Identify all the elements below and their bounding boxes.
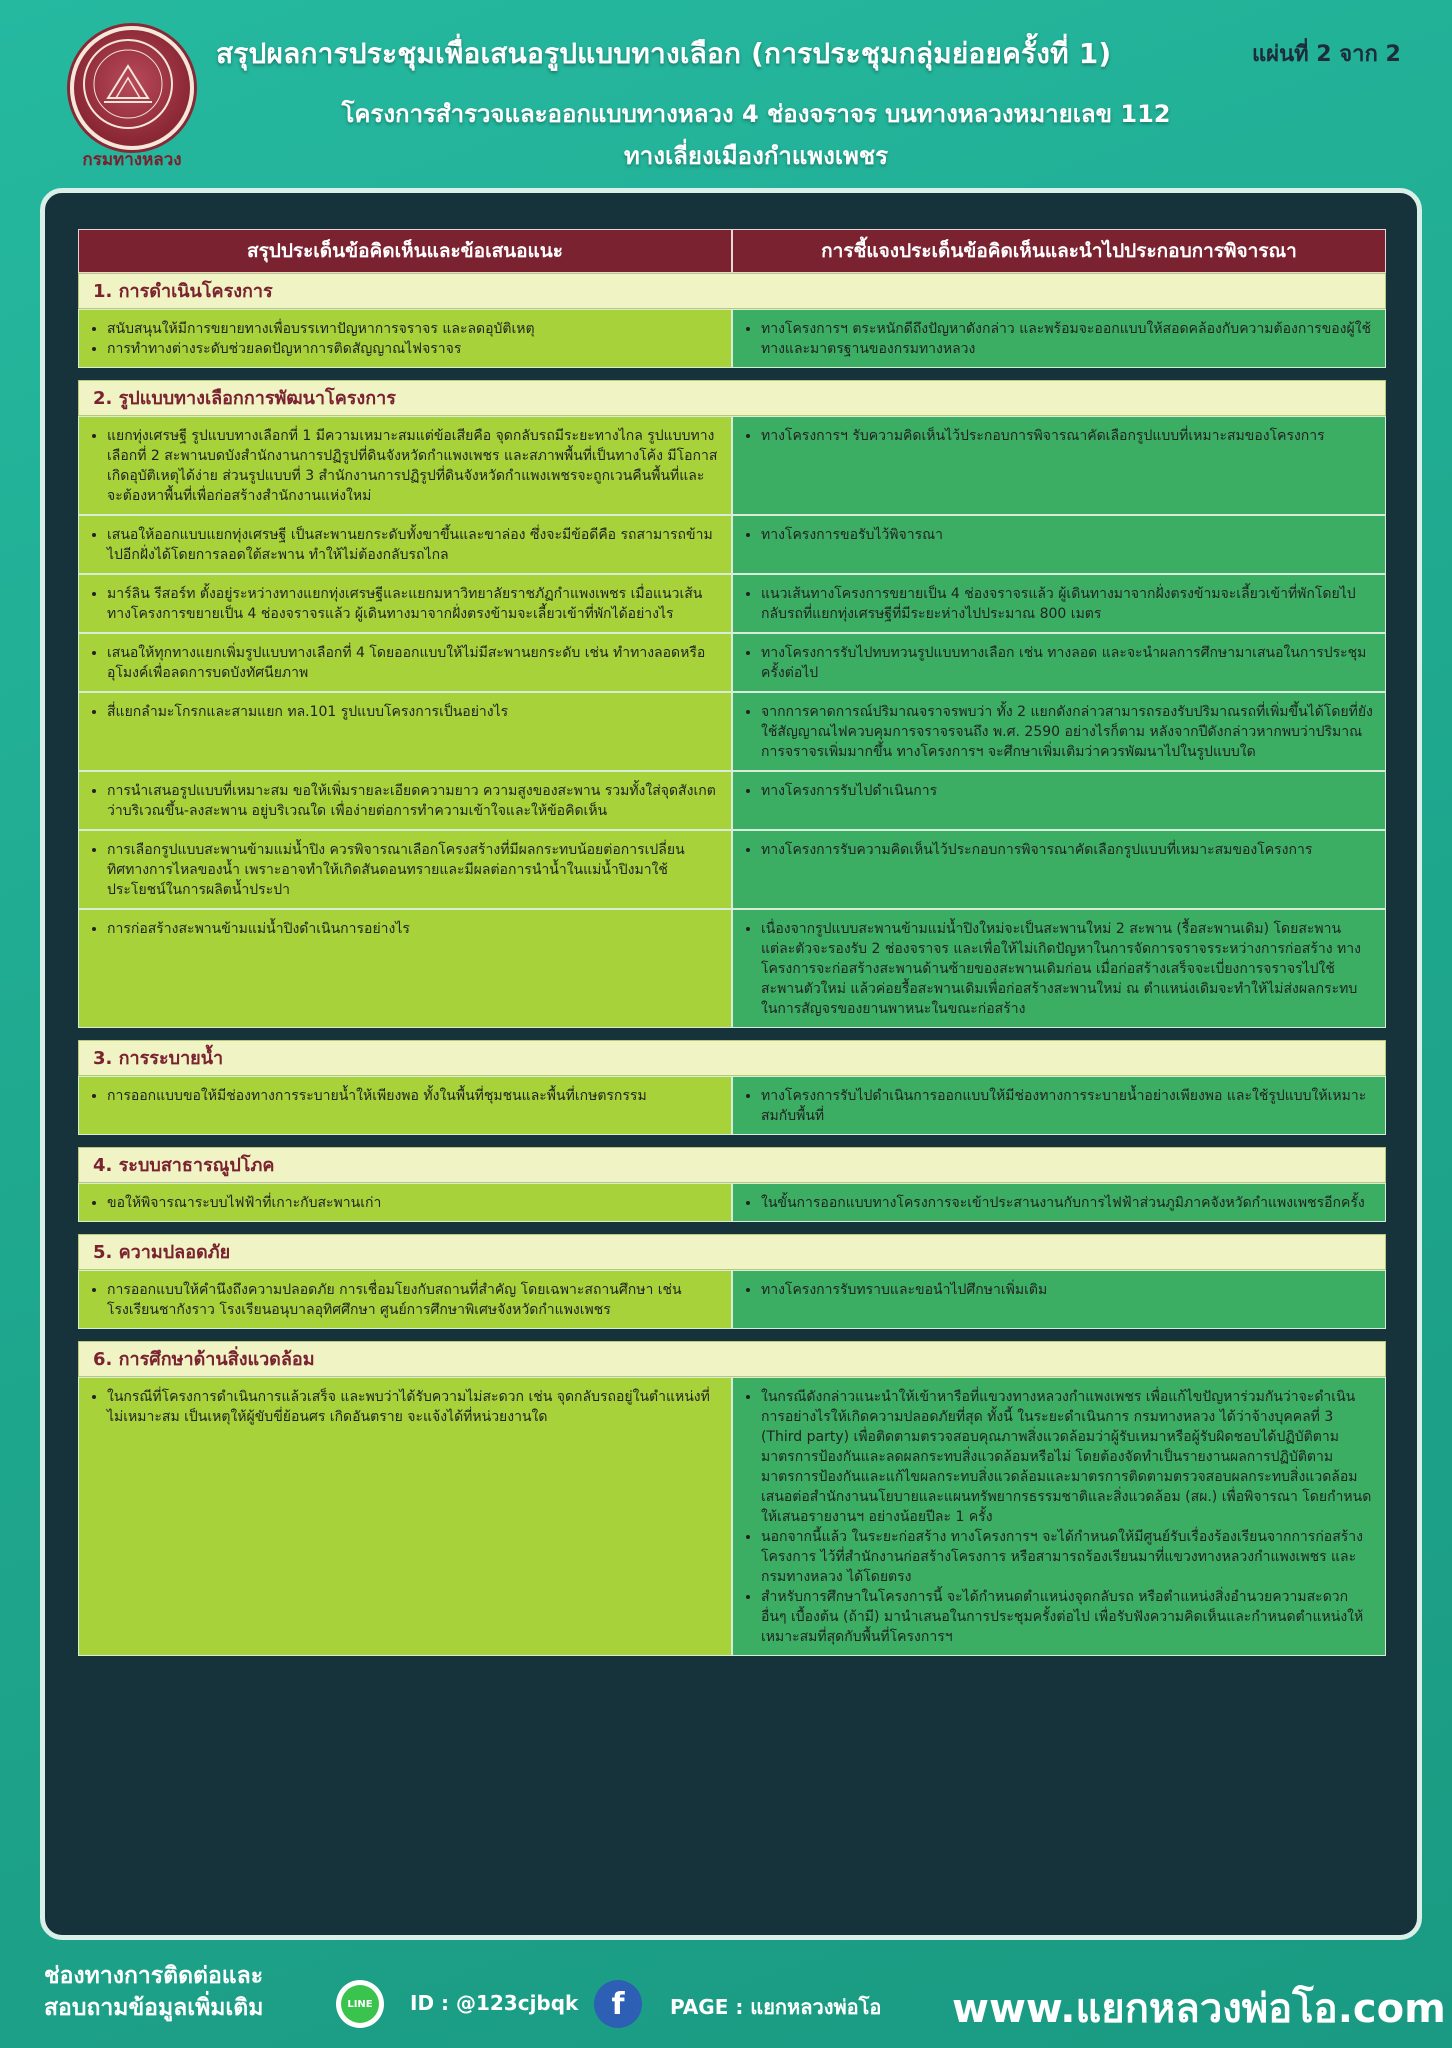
section-gap [78,1222,1386,1234]
section-gap [78,368,1386,380]
bullet-list [745,1387,1373,1647]
bullet-list [745,643,1373,683]
bullet-list [91,1387,719,1427]
bullet-item: • เสนอให้ทุกทางแยกเพิ่มรูปแบบทางเลือกที่ 4 โดยออกแบบให้ไม่มีสะพานยกระดับ เช่น ทำทางลอดหรืออุโมงค์เพื่อลดการบดบังทัศนียภาพ [107,643,719,683]
table-row [78,692,1386,771]
comment-cell [78,830,732,909]
table-row [78,830,1386,909]
bullet-item: • ในกรณีที่โครงการดำเนินการแล้วเสร็จ และพบว่าได้รับความไม่สะดวก เช่น จุดกลับรถอยู่ในตำแหน่งที่ไม่เหมาะสม เป็นเหตุให้ผู้ขับขี่ย้อนศร เกิดอันตราย จะแจ้งได้ที่หน่วยงานใด [107,1387,719,1427]
bullet-item: • ในกรณีดังกล่าวแนะนำให้เข้าหารือที่แขวงทางหลวงกำแพงเพชร เพื่อแก้ไขปัญหาร่วมกันว่าจะดำเนินการอย่างไรให้เกิดความปลอดภัยที่สุด ทั้งนี้ ในระยะดำเนินการ กรมทางหลวง ได้ว่าจ้างบุคคลที่ 3 (Third party) เพื่อติดตามตรวจสอบคุณภาพสิ่งแวดล้อมว่าผู้รับเหมาหรือผู้รับผิดชอบได้ปฏิบัติตามมาตรการป้องกันและลดผลกระทบสิ่งแวดล้อมหรือไม่ โดยต้องจัดทำเป็นรายงานผลการปฏิบัติตามมาตรการป้องกันและแก้ไขผลกระทบสิ่งแวดล้อมและมาตรการติดตามตรวจสอบผลกระทบสิ่งแวดล้อม เสนอต่อสำนักงานนโยบายและแผนทรัพยากรธรรมชาติและสิ่งแวดล้อม (สผ.) เพื่อพิจารณา โดยกำหนดให้เสนอรายงานฯ อย่างน้อยปีละ 1 ครั้ง [761,1387,1373,1527]
facebook-icon[interactable]: f [594,1980,642,2028]
page-subtitle-2: ทางเลี่ยงเมืองกำแพงเพชร [623,142,889,170]
comment-cell [78,633,732,692]
page-title: สรุปผลการประชุมเพื่อเสนอรูปแบบทางเลือก (การประชุมกลุ่มย่อยครั้งที่ 1) [216,37,1112,70]
comment-cell [78,909,732,1028]
bullet-list [91,426,719,506]
table-row [78,1270,1386,1329]
section-title: 6. การศึกษาด้านสิ่งแวดล้อม [78,1341,1386,1377]
bullet-item: • การทำทางต่างระดับช่วยลดปัญหาการติดสัญญาณไฟจราจร [107,339,719,359]
bullet-list [91,1086,719,1106]
table-row [78,909,1386,1028]
table-row [78,1076,1386,1135]
bullet-item: • แนวเส้นทางโครงการขยายเป็น 4 ช่องจราจรแล้ว ผู้เดินทางมาจากฝั่งตรงข้ามจะเลี้ยวเข้าที่พักโดยไปกลับรถที่แยกทุ่งเศรษฐีที่มีระยะห่างไปประมาณ 800 เมตร [761,584,1373,624]
table-row [78,416,1386,515]
bullet-list [745,584,1373,624]
line-icon[interactable] [336,1980,384,2028]
bullet-item: • ทางโครงการรับไปดำเนินการออกแบบให้มีช่องทางการระบายน้ำอย่างเพียงพอ และใช้รูปแบบให้เหมาะสมกับพื้นที่ [761,1086,1373,1126]
response-cell [732,1270,1386,1329]
table-row [78,1183,1386,1222]
response-cell [732,574,1386,633]
facebook-page[interactable]: PAGE : แยกหลวงพ่อโอ [670,1995,882,2019]
bullet-item: • เสนอให้ออกแบบแยกทุ่งเศรษฐี เป็นสะพานยกระดับทั้งขาขึ้นและขาล่อง ซึ่งจะมีข้อดีคือ รถสามารถข้ามไปอีกฝั่งได้โดยการลอดใต้สะพาน ทำให้ไม่ต้องกลับรถไกล [107,525,719,565]
contact-label-line2: สอบถามข้อมูลเพิ่มเติม [44,1995,264,2021]
bullet-item: • สนับสนุนให้มีการขยายทางเพื่อบรรเทาปัญหาการจราจร และลดอุบัติเหตุ [107,319,719,339]
bullet-list [91,525,719,565]
bullet-item: • ทางโครงการฯ รับความคิดเห็นไว้ประกอบการพิจารณาคัดเลือกรูปแบบที่เหมาะสมของโครงการ [761,426,1373,446]
response-cell [732,1377,1386,1656]
table-row [78,574,1386,633]
column-header-comments: สรุปประเด็นข้อคิดเห็นและข้อเสนอแนะ [78,229,732,273]
bullet-item: • ทางโครงการขอรับไว้พิจารณา [761,525,1373,545]
bullet-list [745,781,1373,801]
bullet-list [745,702,1373,762]
sheet-number: แผ่นที่ 2 จาก 2 [1252,42,1401,67]
bullet-item: • สี่แยกลำมะโกรกและสามแยก ทล.101 รูปแบบโครงการเป็นอย่างไร [107,702,719,722]
bullet-list [745,840,1373,860]
bullet-list [91,781,719,821]
bullet-item: • ทางโครงการรับไปทบทวนรูปแบบทางเลือก เช่น ทางลอด และจะนำผลการศึกษามาเสนอในการประชุมครั้งต่อไป [761,643,1373,683]
bullet-list [91,840,719,900]
bullet-item: • สำหรับการศึกษาในโครงการนี้ จะได้กำหนดตำแหน่งจุดกลับรถ หรือตำแหน่งสิ่งอำนวยความสะดวกอื่นๆ เบื้องต้น (ถ้ามี) มานำเสนอในการประชุมครั้งต่อไป เพื่อรับฟังความคิดเห็นและกำหนดตำแหน่งให้เหมาะสมที่สุดกับพื้นที่โครงการฯ [761,1587,1373,1647]
comment-cell [78,1076,732,1135]
response-cell [732,771,1386,830]
comment-cell [78,574,732,633]
bullet-item: • การนำเสนอรูปแบบที่เหมาะสม ขอให้เพิ่มรายละเอียดความยาว ความสูงของสะพาน รวมทั้งใส่จุดสังเกตว่าบริเวณขึ้น-ลงสะพาน อยู่บริเวณใด เพื่อง่ายต่อการทำความเข้าใจและให้ข้อคิดเห็น [107,781,719,821]
comment-cell [78,1377,732,1656]
content-panel [40,188,1422,1940]
bullet-list [745,1280,1373,1300]
bullet-item: • ขอให้พิจารณาระบบไฟฟ้าที่เกาะกับสะพานเก่า [107,1193,719,1213]
bullet-list [745,919,1373,1019]
response-cell [732,909,1386,1028]
table-row [78,1377,1386,1656]
bullet-list [91,702,719,722]
response-cell [732,692,1386,771]
comment-cell [78,692,732,771]
bullet-list [91,1280,719,1320]
bullet-list [745,426,1373,446]
line-icon-label: LINE [341,1985,379,2023]
bullet-list [745,525,1373,545]
bullet-list [91,1193,719,1213]
column-header-responses: การชี้แจงประเด็นข้อคิดเห็นและนำไปประกอบการพิจารณา [732,229,1386,273]
section-gap [78,1028,1386,1040]
comment-cell [78,771,732,830]
bullet-item: • การออกแบบให้คำนึงถึงความปลอดภัย การเชื่อมโยงกับสถานที่สำคัญ โดยเฉพาะสถานศึกษา เช่น โรงเรียนชากังราว โรงเรียนอนุบาลอุทิศศึกษา ศูนย์การศึกษาพิเศษจังหวัดกำแพงเพชร [107,1280,719,1320]
bullet-list [745,1086,1373,1126]
section-title: 5. ความปลอดภัย [78,1234,1386,1270]
bullet-item: • ในขั้นการออกแบบทางโครงการจะเข้าประสานงานกับการไฟฟ้าส่วนภูมิภาคจังหวัดกำแพงเพชรอีกครั้ง [761,1193,1373,1213]
website-link[interactable]: www.แยกหลวงพ่อโอ.com [952,1986,1446,2032]
bullet-list [91,584,719,624]
bullet-item: • ทางโครงการรับทราบและขอนำไปศึกษาเพิ่มเติม [761,1280,1373,1300]
response-cell [732,515,1386,574]
summary-table [78,229,1386,1656]
response-cell [732,416,1386,515]
comment-cell [78,309,732,368]
bullet-list [91,643,719,683]
bullet-list [745,1193,1373,1213]
table-body [78,273,1386,1656]
section-gap [78,1135,1386,1147]
response-cell [732,1076,1386,1135]
section-title: 4. ระบบสาธารณูปโภค [78,1147,1386,1183]
bullet-item: • ทางโครงการรับไปดำเนินการ [761,781,1373,801]
contact-label [44,1960,263,2024]
bullet-item: • การก่อสร้างสะพานข้ามแม่น้ำปิงดำเนินการอย่างไร [107,919,719,939]
page-subtitle: โครงการสำรวจและออกแบบทางหลวง 4 ช่องจราจร บนทางหลวงหมายเลข 112 [341,100,1171,128]
response-cell [732,309,1386,368]
bullet-item: • แยกทุ่งเศรษฐี รูปแบบทางเลือกที่ 1 มีความเหมาะสมแต่ข้อเสียคือ จุดกลับรถมีระยะทางไกล รูปแบบทางเลือกที่ 2 สะพานบดบังสำนักงานการปฏิรูปที่ดินจังหวัดกำแพงเพชร และสภาพพื้นที่เป็นทางโค้ง มีโอกาสเกิดอุบัติเหตุได้ง่าย ส่วนรูปแบบที่ 3 สำนักงานการปฏิรูปที่ดินจังหวัดกำแพงเพชรจะถูกเวนคืนพื้นที่และจะต้องหาพื้นที่เพื่อก่อสร้างสำนักงานแห่งใหม่ [107,426,719,506]
section-gap [78,1329,1386,1341]
bullet-item: • มาร์ลิน รีสอร์ท ตั้งอยู่ระหว่างทางแยกทุ่งเศรษฐีและแยกมหาวิทยาลัยราชภัฏกำแพงเพชร เมื่อแนวเส้นทางโครงการขยายเป็น 4 ช่องจราจรแล้ว ผู้เดินทางมาจากฝั่งตรงข้ามจะเลี้ยวเข้าที่พักได้อย่างไร [107,584,719,624]
bullet-list [91,319,719,359]
bullet-item: • การเลือกรูปแบบสะพานข้ามแม่น้ำปิง ควรพิจารณาเลือกโครงสร้างที่มีผลกระทบน้อยต่อการเปลี่ยนทิศทางการไหลของน้ำ เพราะอาจทำให้เกิดสันดอนทรายและมีผลต่อการนำน้ำในแม่น้ำปิงมาใช้ประโยชน์ในการผลิตน้ำประปา [107,840,719,900]
response-cell [732,830,1386,909]
logo-text: กรมทางหลวง [82,150,182,170]
bullet-item: • จากการคาดการณ์ปริมาณจราจรพบว่า ทั้ง 2 แยกดังกล่าวสามารถรองรับปริมาณรถที่เพิ่มขึ้นได้โดยที่ยังใช้สัญญาณไฟควบคุมการจราจรจนถึง พ.ศ. 2590 อย่างไรก็ตาม หลังจากปีดังกล่าวหากพบว่าปริมาณการจราจรเพิ่มมากขึ้น ทางโครงการฯ จะศึกษาเพิ่มเติมว่าควรพัฒนาไปในรูปแบบใด [761,702,1373,762]
table-row [78,309,1386,368]
bullet-item: • ทางโครงการฯ ตระหนักดีถึงปัญหาดังกล่าว และพร้อมจะออกแบบให้สอดคล้องกับความต้องการของผู้ใช้ทางและมาตรฐานของกรมทางหลวง [761,319,1373,359]
comment-cell [78,515,732,574]
bullet-list [91,919,719,939]
bullet-item: • การออกแบบขอให้มีช่องทางการระบายน้ำให้เพียงพอ ทั้งในพื้นที่ชุมชนและพื้นที่เกษตรกรรม [107,1086,719,1106]
bullet-item: • ทางโครงการรับความคิดเห็นไว้ประกอบการพิจารณาคัดเลือกรูปแบบที่เหมาะสมของโครงการ [761,840,1373,860]
response-cell [732,1183,1386,1222]
table-header [78,229,1386,273]
table-row [78,771,1386,830]
section-title: 1. การดำเนินโครงการ [78,273,1386,309]
comment-cell [78,416,732,515]
line-id[interactable]: ID : @123cjbqk [410,1991,579,2015]
bullet-item: • นอกจากนี้แล้ว ในระยะก่อสร้าง ทางโครงการฯ จะได้กำหนดให้มีศูนย์รับเรื่องร้องเรียนจากการก่อสร้างโครงการ ไว้ที่สำนักงานก่อสร้างโครงการ หรือสามารถร้องเรียนมาที่แขวงทางหลวงกำแพงเพชร และกรมทางหลวง ได้โดยตรง [761,1527,1373,1587]
table-row [78,633,1386,692]
section-title: 3. การระบายน้ำ [78,1040,1386,1076]
section-title: 2. รูปแบบทางเลือกการพัฒนาโครงการ [78,380,1386,416]
bullet-list [745,319,1373,359]
bullet-item: • เนื่องจากรูปแบบสะพานข้ามแม่น้ำปิงใหม่จะเป็นสะพานใหม่ 2 สะพาน (รื้อสะพานเดิม) โดยสะพานแต่ละตัวจะรองรับ 2 ช่องจราจร และเพื่อให้ไม่เกิดปัญหาในการจัดการจราจรระหว่างการก่อสร้าง ทางโครงการจะก่อสร้างสะพานด้านซ้ายของสะพานเดิมก่อน เมื่อก่อสร้างเสร็จจะเบี่ยงการจราจรไปใช้สะพานตัวใหม่ แล้วค่อยรื้อสะพานเดิมเพื่อก่อสร้างสะพานใหม่ ณ ตำแหน่งเดิมจะทำให้ไม่ส่งผลกระทบในการสัญจรของยานพาหนะในขณะก่อสร้าง [761,919,1373,1019]
contact-label-line1: ช่องทางการติดต่อและ [44,1963,264,1989]
comment-cell [78,1270,732,1329]
response-cell [732,633,1386,692]
table-row [78,515,1386,574]
comment-cell [78,1183,732,1222]
